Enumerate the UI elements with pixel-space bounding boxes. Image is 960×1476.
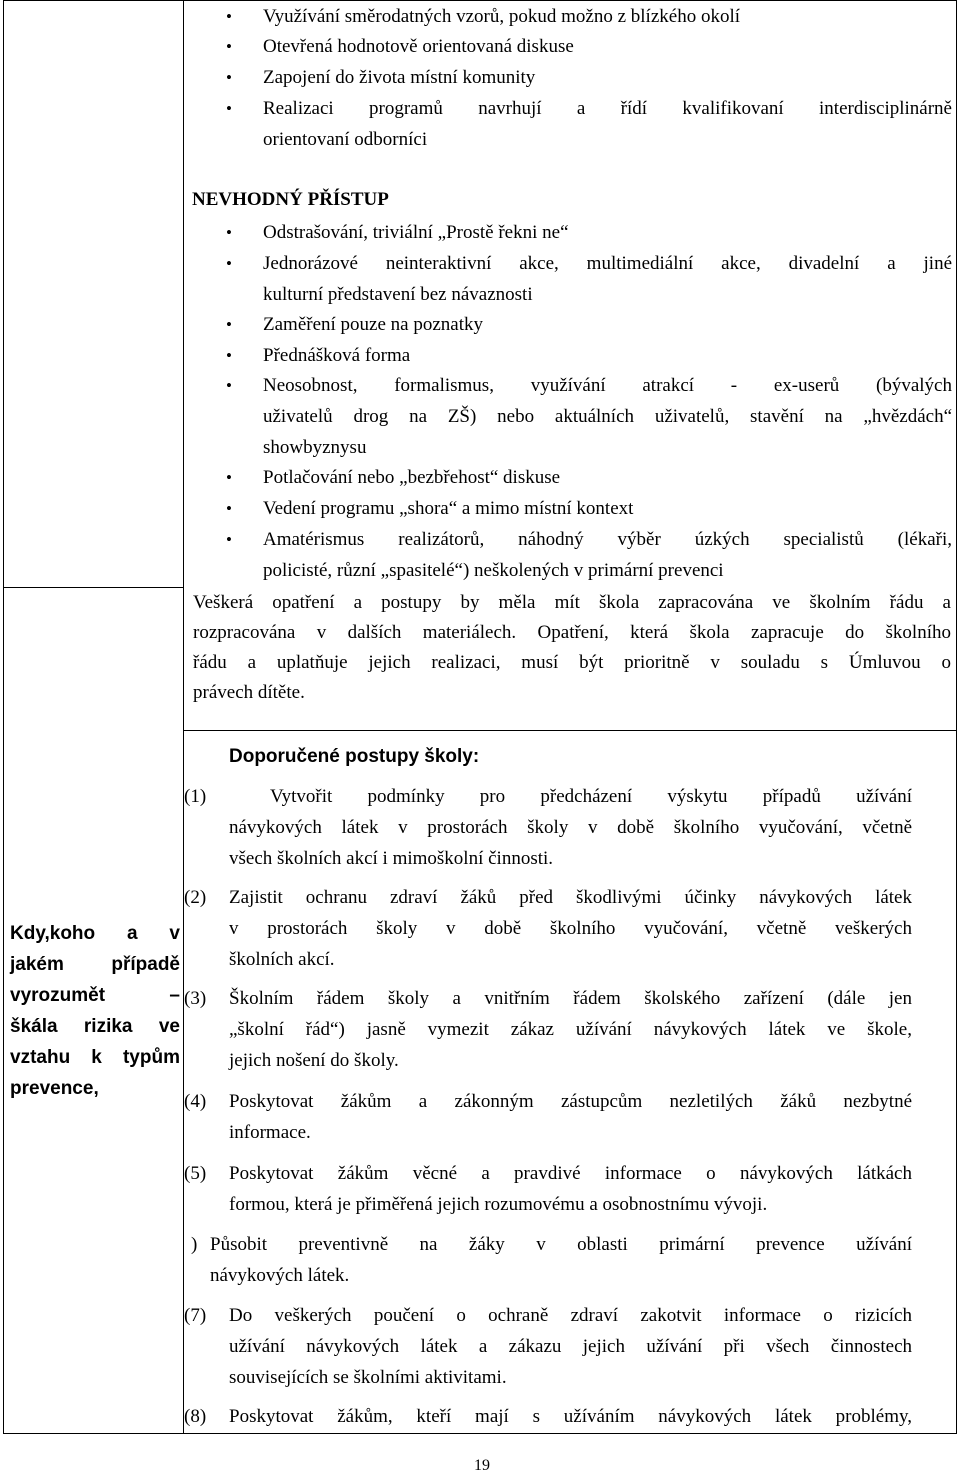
bad-item-text: Zaměření pouze na poznatky [263, 314, 483, 335]
item-number: (5) [184, 1163, 207, 1184]
item-number: (3) [184, 988, 207, 1009]
recommended-item-text: informace. [229, 1122, 311, 1143]
row-divider [3, 587, 183, 588]
row-label-line: vyrozumět – [10, 985, 180, 1006]
row-label-line: Kdy,koho a v [10, 923, 180, 944]
item-number: ) [191, 1234, 198, 1255]
item-number: (4) [184, 1091, 207, 1112]
bullet-icon: • [226, 499, 232, 518]
recommended-item-text: Zajistit ochranu zdraví žáků před škodlivými účinky návykových látek [229, 887, 912, 908]
row-label-line: prevence, [10, 1078, 99, 1099]
bad-item-text: Vedení programu „shora“ a mimo místní kontext [263, 498, 634, 519]
bullet-icon: • [226, 530, 232, 549]
bullet-icon: • [226, 315, 232, 334]
row-divider-right [183, 730, 957, 731]
recommended-item-text: návykových látek. [210, 1265, 350, 1286]
recommended-item-text: Poskytovat žákům, kteří mají s užíváním návykových látek problémy, [229, 1406, 912, 1427]
document-table [3, 0, 957, 1434]
bad-item-text: uživatelů drog na ZŠ) nebo aktuálních uživatelů, stavění na „hvězdách“ [263, 406, 952, 427]
recommended-item-text: školních akcí. [229, 949, 335, 970]
recommended-item-text: Poskytovat žákům a zákonným zástupcům nezletilých žáků nezbytné [229, 1091, 912, 1112]
section-heading: NEVHODNÝ PŘÍSTUP [192, 189, 389, 210]
recommended-item-text: „školní řád“) jasně vymezit zákaz užívání návykových látek ve škole, [229, 1019, 912, 1040]
recommended-item-text: jejich nošení do školy. [229, 1050, 399, 1071]
page-number: 19 [474, 1457, 490, 1474]
recommended-item-text: souvisejících se školními aktivitami. [229, 1367, 507, 1388]
recommended-item-text: formou, která je přiměřená jejich rozumovému a osobnostnímu vývoji. [229, 1194, 768, 1215]
bad-item-text: kulturní představení bez návaznosti [263, 284, 533, 305]
bullet-icon: • [226, 254, 232, 273]
bad-item-text: policisté, různí „spasitelé“) neškolených v primární prevenci [263, 560, 724, 581]
bad-item-text: Amatérismus realizátorů, náhodný výběr úzkých specialistů (lékaři, [263, 529, 952, 550]
bad-item-text: Potlačování nebo „bezbřehost“ diskuse [263, 467, 561, 488]
recommended-item-text: užívání návykových látek a zákazu jejich užívání při všech činnostech [229, 1336, 912, 1357]
recommended-item-text: Školním řádem školy a vnitřním řádem školského zařízení (dále jen [229, 988, 912, 1009]
recommended-item-text: všech školních akcí i mimoškolní činnosti. [229, 848, 554, 869]
recommended-item-text: v prostorách školy v době školního vyučování, včetně veškerých [229, 918, 912, 939]
good-item-text: Realizaci programů navrhují a řídí kvalifikovaní interdisciplinárně [263, 98, 952, 119]
item-number: (8) [184, 1406, 207, 1427]
recommended-item-text: návykových látek v prostorách školy v době školního vyučování, včetně [229, 817, 912, 838]
bad-item-text: Odstrašování, triviální „Prostě řekni ne“ [263, 222, 569, 243]
bad-item-text: Neosobnost, formalismus, využívání atrakcí - ex-userů (bývalých [263, 375, 952, 396]
recommended-item-text: Do veškerých poučení o ochraně zdraví zakotvit informace o rizicích [229, 1305, 912, 1326]
row-label-line: škála rizika ve [10, 1016, 180, 1037]
bullet-icon: • [226, 99, 232, 118]
paragraph-line: Veškerá opatření a postupy by měla mít škola zapracována ve školním řádu a [193, 592, 951, 613]
bullet-icon: • [226, 346, 232, 365]
good-item-text: Zapojení do života místní komunity [263, 67, 536, 88]
paragraph-line: právech dítěte. [193, 682, 305, 703]
recommended-item-text: Poskytovat žákům věcné a pravdivé informace o návykových látkách [229, 1163, 912, 1184]
bad-item-text: showbyznysu [263, 437, 367, 458]
bullet-icon: • [226, 468, 232, 487]
bullet-icon: • [226, 37, 232, 56]
recommended-item-text: Vytvořit podmínky pro předcházení výskytu případů užívání [270, 786, 912, 807]
bullet-icon: • [226, 223, 232, 242]
item-number: (2) [184, 887, 207, 908]
bullet-icon: • [226, 68, 232, 87]
paragraph-line: rozpracována v dalších materiálech. Opatření, která škola zapracuje do školního [193, 622, 951, 643]
bad-item-text: Jednorázové neinteraktivní akce, multimediální akce, divadelní a jiné [263, 253, 952, 274]
bad-item-text: Přednášková forma [263, 345, 411, 366]
item-number: (1) [184, 786, 207, 807]
column-divider [183, 0, 184, 1434]
good-item-text: orientovaní odborníci [263, 129, 428, 150]
row-label-line: vztahu k typům [10, 1047, 180, 1068]
good-item-text: Otevřená hodnotově orientovaná diskuse [263, 36, 574, 57]
recommended-heading: Doporučené postupy školy: [229, 746, 480, 767]
paragraph-line: řádu a uplatňuje jejich realizaci, musí být prioritně v souladu s Úmluvou o [193, 652, 951, 673]
row-label-line: jakém případě [10, 954, 180, 975]
good-item-text: Využívání směrodatných vzorů, pokud možno z blízkého okolí [263, 6, 741, 27]
bullet-icon: • [226, 376, 232, 395]
item-number: (7) [184, 1305, 207, 1326]
recommended-item-text: Působit preventivně na žáky v oblasti primární prevence užívání [210, 1234, 912, 1255]
bullet-icon: • [226, 7, 232, 26]
